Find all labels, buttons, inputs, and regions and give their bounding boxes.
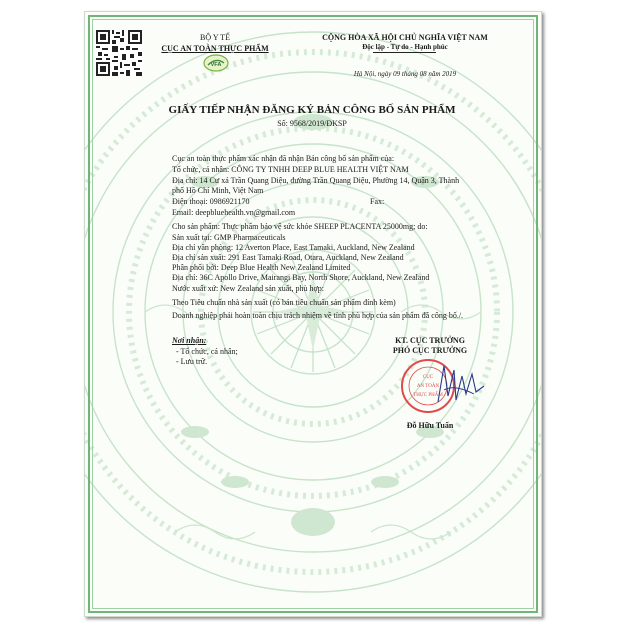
body-origin: Nước xuất xứ: New Zealand sản xuất, phù hợp: bbox=[172, 284, 324, 293]
body-address-line-2: phố Hồ Chí Minh, Việt Nam bbox=[172, 186, 264, 195]
department-name: CỤC AN TOÀN THỰC PHẨM bbox=[161, 44, 269, 53]
ministry-name: BỘ Y TẾ bbox=[200, 33, 230, 42]
body-responsibility: Doanh nghiệp phải hoàn toàn chịu trách nhiệm về tính phù hợp của sản phẩm đã công bố./. bbox=[172, 311, 464, 320]
body-intro: Cục an toàn thực phẩm xác nhận đã nhận Bản công bố sản phẩm của: bbox=[172, 154, 395, 163]
body-fax: Fax: bbox=[370, 197, 385, 206]
national-motto: Độc lập - Tự do - Hạnh phúc bbox=[362, 43, 448, 51]
body-distributor: Phân phối bởi: Deep Blue Health New Zealand Limited bbox=[172, 263, 351, 272]
motto-underline bbox=[373, 52, 436, 53]
body-made-at: Sản xuất tại: GMP Pharmaceuticals bbox=[172, 233, 286, 242]
recipients-heading: Nơi nhận: bbox=[172, 336, 207, 345]
svg-text:CỤC: CỤC bbox=[422, 375, 434, 380]
recipients-item-1: - Tổ chức, cá nhân; bbox=[176, 347, 238, 356]
svg-text:THỰC PHẨM: THỰC PHẨM bbox=[413, 393, 443, 398]
vfa-logo-icon bbox=[203, 54, 229, 72]
signer-name: Đỗ Hữu Tuấn bbox=[406, 421, 454, 430]
body-office-address: Địa chỉ văn phòng: 12 Averton Place, East Tamaki, Auckland, New Zealand bbox=[172, 243, 415, 252]
body-standard: Theo Tiêu chuẩn nhà sản xuất (có bản tiêu chuẩn sản phẩm đính kèm) bbox=[172, 298, 396, 307]
body-factory-address: Địa chỉ sản xuất: 291 East Tamaki Road, Otara, Auckland, New Zealand bbox=[172, 253, 404, 262]
svg-text:VFA: VFA bbox=[210, 62, 222, 68]
recipients-item-2: - Lưu trữ. bbox=[176, 357, 208, 366]
body-phone: Điện thoại: 0986921170 bbox=[172, 197, 250, 206]
body-organization: Tổ chức, cá nhân: CÔNG TY TNHH DEEP BLUE HEALTH VIỆT NAM bbox=[172, 165, 409, 174]
document-number: Số: 9568/2019/ĐKSP bbox=[277, 119, 347, 128]
body-address-line-1: Địa chỉ: 14 Cư xá Trần Quang Diệu, đường Trần Quang Diệu, Phường 14, Quận 3, Thành bbox=[172, 176, 460, 185]
body-distributor-address: Địa chỉ: 36C Apollo Drive, Mairangi Bay, North Shore, Auckland, New Zealand bbox=[172, 273, 430, 282]
svg-text:AN TOÀN: AN TOÀN bbox=[416, 384, 440, 389]
qr-code-icon bbox=[96, 30, 142, 76]
signature-title-1: KT. CỤC TRƯỞNG bbox=[395, 336, 465, 345]
signature-title-2: PHÓ CỤC TRƯỞNG bbox=[392, 346, 468, 355]
red-stamp-with-signature bbox=[398, 356, 494, 416]
document-title: GIẤY TIẾP NHẬN ĐĂNG KÝ BẢN CÔNG BỐ SẢN PHẨM bbox=[168, 104, 456, 116]
country-name: CỘNG HÒA XÃ HỘI CHỦ NGHĨA VIỆT NAM bbox=[322, 33, 488, 42]
body-product: Cho sản phẩm: Thực phẩm bảo vệ sức khỏe SHEEP PLACENTA 25000mg; do: bbox=[172, 222, 428, 231]
body-email: Email: deepbluehealth.vn@gmail.com bbox=[172, 208, 296, 217]
place-date: Hà Nội, ngày 09 tháng 08 năm 2019 bbox=[353, 70, 457, 78]
